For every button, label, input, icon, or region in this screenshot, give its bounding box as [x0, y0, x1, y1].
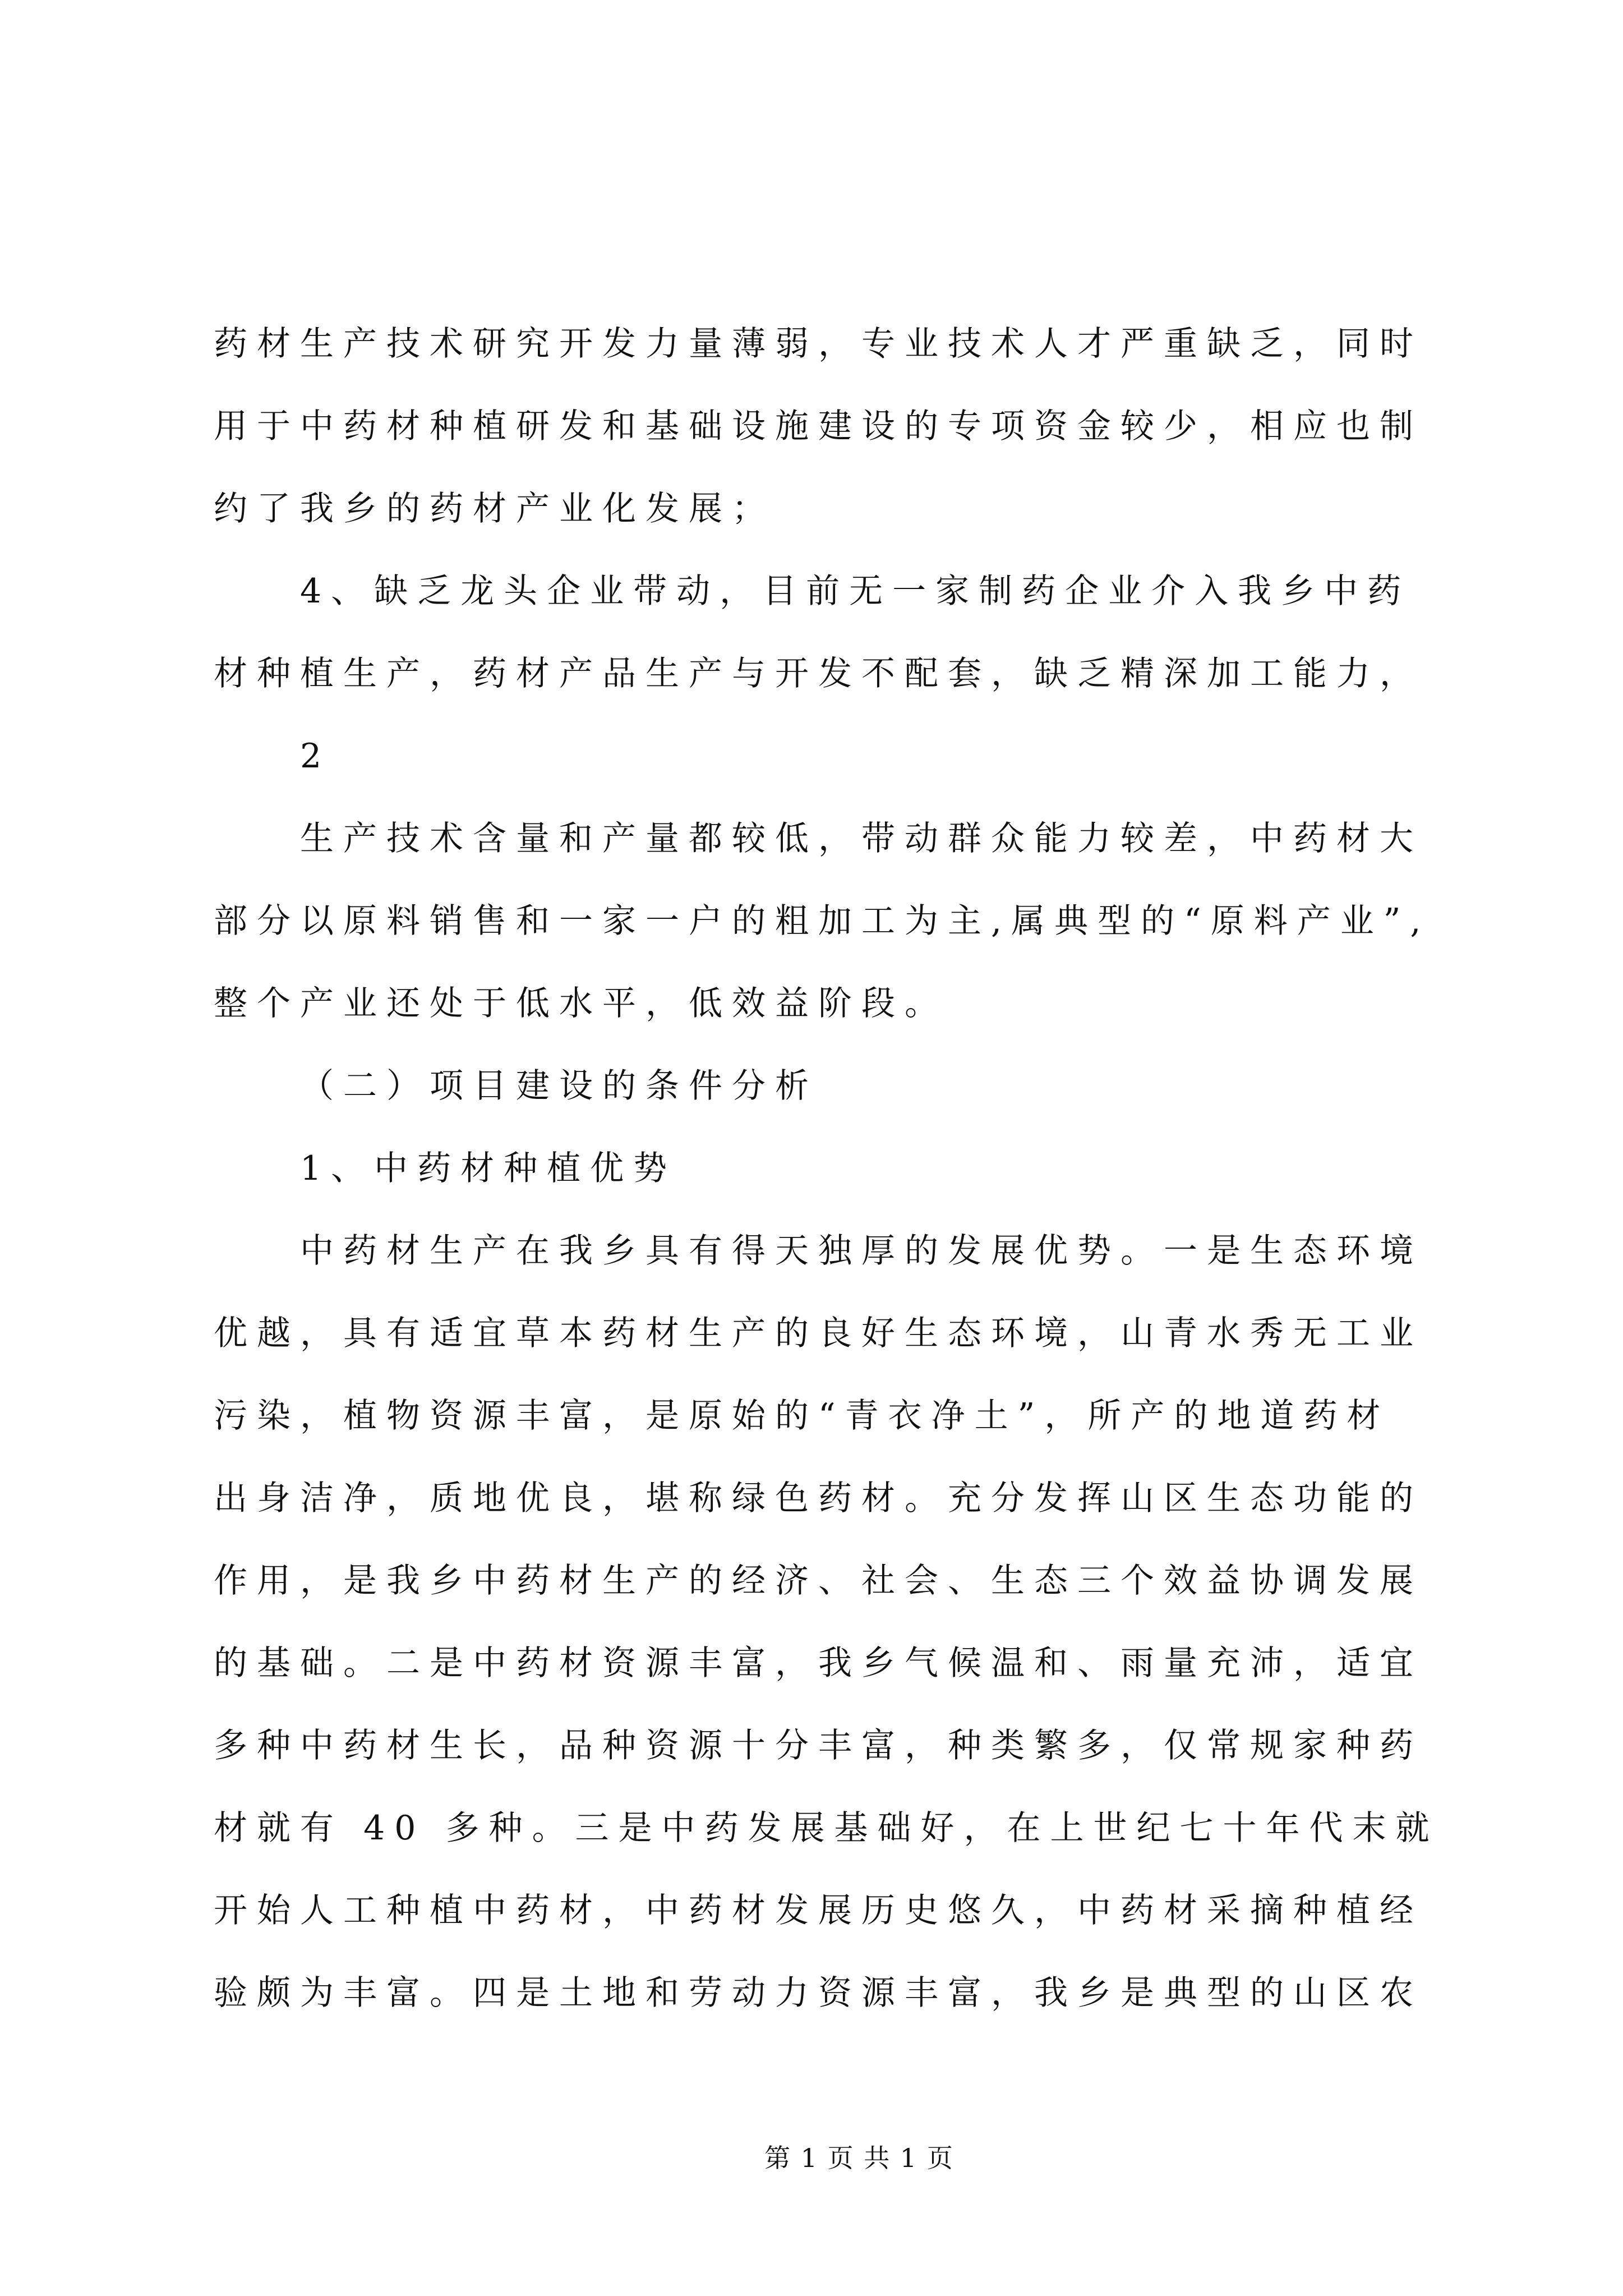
text-line: 部分以原料销售和一家一户的粗加工为主,属典型的“原料产业”,	[214, 901, 1431, 941]
text-line: 用于中药材种植研发和基础设施建设的专项资金较少，相应也制	[214, 407, 1423, 446]
text-line: 生产技术含量和产量都较低，带动群众能力较差，中药材大	[300, 819, 1423, 858]
text-line: 的基础。二是中药材资源丰富，我乡气候温和、雨量充沛，适宜	[214, 1644, 1423, 1683]
text-line: 开始人工种植中药材，中药材发展历史悠久，中药材采摘种植经	[214, 1891, 1423, 1930]
text-line: 出身洁净，质地优良，堪称绿色药材。充分发挥山区生态功能的	[214, 1479, 1423, 1518]
text-line: 材种植生产，药材产品生产与开发不配套，缺乏精深加工能力，	[214, 654, 1423, 693]
text-line: 整个产业还处于低水平，低效益阶段。	[214, 984, 948, 1023]
text-line: 优越，具有适宜草本药材生产的良好生态环境，山青水秀无工业	[214, 1314, 1423, 1353]
document-body	[214, 303, 1439, 2035]
section-heading: （二）项目建设的条件分析	[300, 1066, 818, 1106]
list-item-heading: 4、缺乏龙头企业带动，目前无一家制药企业介入我乡中药	[300, 572, 1411, 611]
text-line: 作用，是我乡中药材生产的经济、社会、生态三个效益协调发展	[214, 1561, 1423, 1600]
text-line: 材就有 40 多种。三是中药发展基础好，在上世纪七十年代末就	[214, 1809, 1439, 1848]
text-line: 药材生产技术研究开发力量薄弱，专业技术人才严重缺乏，同时	[214, 324, 1423, 364]
text-line: 多种中药材生长，品种资源十分丰富，种类繁多，仅常规家种药	[214, 1726, 1423, 1765]
page-number-marker: 2	[300, 737, 331, 776]
text-line: 污染，植物资源丰富，是原始的“青衣净土”，所产的地道药材	[214, 1396, 1390, 1435]
text-line: 验颇为丰富。四是土地和劳动力资源丰富，我乡是典型的山区农	[214, 1973, 1423, 2013]
subsection-heading: 1、中药材种植优势	[300, 1149, 677, 1188]
page-footer: 第 1 页 共 1 页	[764, 2143, 954, 2173]
text-line: 中药材生产在我乡具有得天独厚的发展优势。一是生态环境	[300, 1231, 1423, 1271]
text-line: 约了我乡的药材产业化发展；	[214, 489, 775, 528]
